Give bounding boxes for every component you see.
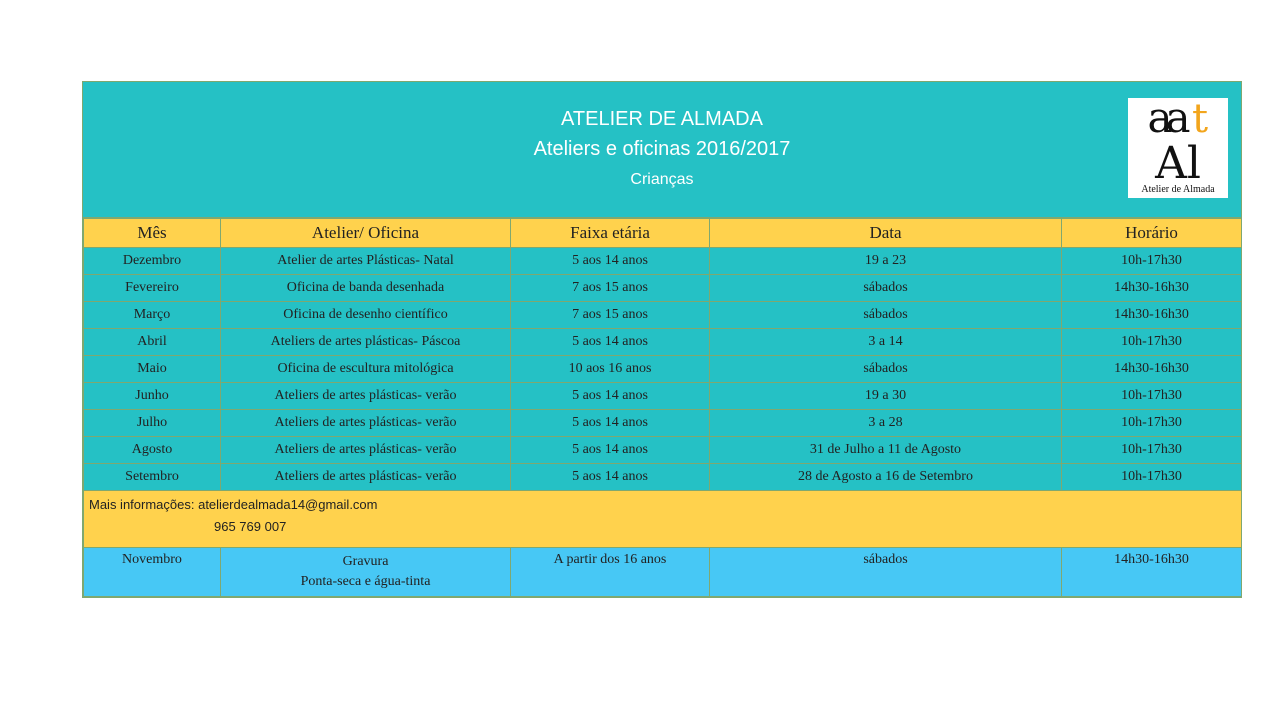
cell-month: Novembro	[84, 548, 221, 597]
col-atelier: Atelier/ Oficina	[221, 219, 511, 248]
table-row	[84, 383, 1242, 410]
header-banner	[83, 82, 1241, 218]
extra-row	[84, 548, 1242, 597]
cell-atelier: Ateliers de artes plásticas- verão	[221, 410, 511, 437]
cell-month: Fevereiro	[84, 275, 221, 302]
info-row	[84, 491, 1242, 548]
cell-time: 14h30-16h30	[1062, 275, 1242, 302]
audience-label: Crianças	[630, 171, 694, 188]
atelier-logo	[1128, 98, 1228, 198]
cell-age: 5 aos 14 anos	[511, 437, 710, 464]
cell-age: 5 aos 14 anos	[511, 464, 710, 491]
cell-atelier	[221, 548, 511, 597]
cell-month: Maio	[84, 356, 221, 383]
cell-time: 10h-17h30	[1062, 464, 1242, 491]
table-row	[84, 464, 1242, 491]
cell-age: 5 aos 14 anos	[511, 383, 710, 410]
cell-time: 10h-17h30	[1062, 437, 1242, 464]
header-text	[83, 106, 1241, 194]
atelier-name: Gravura	[342, 554, 389, 569]
schedule-sheet	[82, 81, 1242, 598]
cell-age: 7 aos 15 anos	[511, 302, 710, 329]
cell-time: 14h30-16h30	[1062, 302, 1242, 329]
cell-time: 10h-17h30	[1062, 329, 1242, 356]
cell-date: 3 a 28	[710, 410, 1062, 437]
table-row	[84, 437, 1242, 464]
cell-date: sábados	[710, 275, 1062, 302]
cell-atelier: Ateliers de artes plásticas- verão	[221, 383, 511, 410]
logo-mark	[1128, 98, 1228, 198]
page-title: ATELIER DE ALMADA	[561, 108, 763, 130]
logo-bottom-letters: Al	[1155, 138, 1201, 189]
cell-age: 5 aos 14 anos	[511, 410, 710, 437]
cell-atelier: Ateliers de artes plásticas- verão	[221, 437, 511, 464]
cell-date: sábados	[710, 302, 1062, 329]
cell-month: Agosto	[84, 437, 221, 464]
col-age: Faixa etária	[511, 219, 710, 248]
cell-time: 10h-17h30	[1062, 383, 1242, 410]
contact-email-line: Mais informações: atelierdealmada14@gmail.com	[89, 497, 378, 512]
info-cell	[84, 491, 1242, 548]
cell-age: A partir dos 16 anos	[511, 548, 710, 597]
cell-time: 10h-17h30	[1062, 248, 1242, 275]
atelier-detail: Ponta-seca e água-tinta	[300, 574, 431, 589]
page-subtitle: Ateliers e oficinas 2016/2017	[533, 138, 791, 160]
cell-age: 7 aos 15 anos	[511, 275, 710, 302]
table-row	[84, 410, 1242, 437]
table-row	[84, 248, 1242, 275]
cell-date: sábados	[710, 548, 1062, 597]
logo-top-letters: a	[1165, 98, 1191, 142]
cell-date: 28 de Agosto a 16 de Setembro	[710, 464, 1062, 491]
cell-age: 5 aos 14 anos	[511, 248, 710, 275]
cell-month: Junho	[84, 383, 221, 410]
cell-time: 10h-17h30	[1062, 410, 1242, 437]
col-date: Data	[710, 219, 1062, 248]
cell-atelier: Ateliers de artes plásticas- Páscoa	[221, 329, 511, 356]
table-row	[84, 329, 1242, 356]
contact-phone-line: 965 769 007	[214, 519, 287, 534]
cell-atelier: Oficina de banda desenhada	[221, 275, 511, 302]
cell-date: 19 a 23	[710, 248, 1062, 275]
table-row	[84, 275, 1242, 302]
column-header-row	[84, 219, 1242, 248]
col-month: Mês	[84, 219, 221, 248]
cell-date: 3 a 14	[710, 329, 1062, 356]
cell-atelier: Ateliers de artes plásticas- verão	[221, 464, 511, 491]
logo-top-letters-left: a	[1147, 98, 1173, 142]
col-time: Horário	[1062, 219, 1242, 248]
schedule-table	[83, 218, 1242, 597]
cell-month: Dezembro	[84, 248, 221, 275]
cell-month: Julho	[84, 410, 221, 437]
cell-month: Setembro	[84, 464, 221, 491]
cell-age: 5 aos 14 anos	[511, 329, 710, 356]
cell-date: 19 a 30	[710, 383, 1062, 410]
cell-time: 14h30-16h30	[1062, 356, 1242, 383]
cell-date: 31 de Julho a 11 de Agosto	[710, 437, 1062, 464]
table-row	[84, 302, 1242, 329]
cell-atelier: Atelier de artes Plásticas- Natal	[221, 248, 511, 275]
cell-atelier: Oficina de escultura mitológica	[221, 356, 511, 383]
cell-date: sábados	[710, 356, 1062, 383]
table-row	[84, 356, 1242, 383]
logo-caption: Atelier de Almada	[1141, 184, 1215, 195]
cell-month: Março	[84, 302, 221, 329]
cell-time: 14h30-16h30	[1062, 548, 1242, 597]
cell-atelier: Oficina de desenho científico	[221, 302, 511, 329]
cell-month: Abril	[84, 329, 221, 356]
logo-accent-letter: t	[1191, 98, 1209, 142]
cell-age: 10 aos 16 anos	[511, 356, 710, 383]
